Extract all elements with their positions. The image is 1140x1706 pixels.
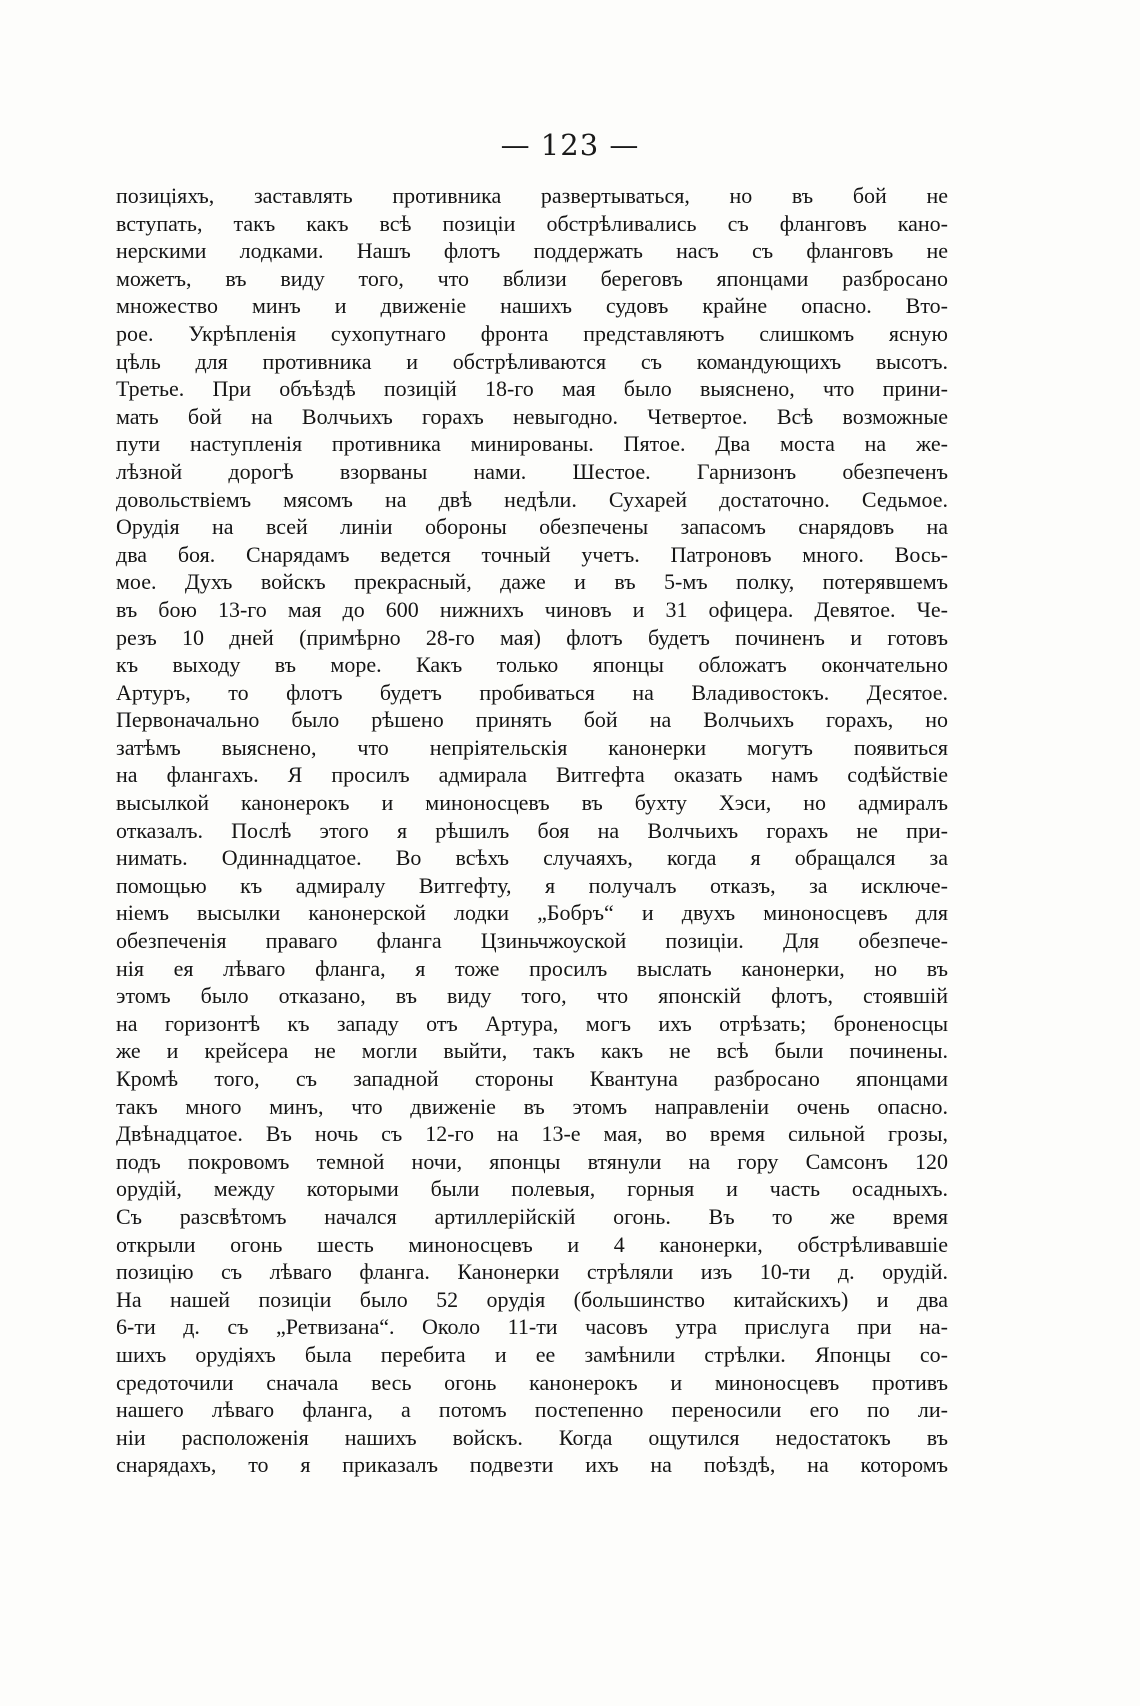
page-number: — 123 — xyxy=(500,128,640,162)
text-line: Первоначально было рѣшено принять бой на Волчьихъ горахъ, но xyxy=(116,707,948,733)
text-line: Кромѣ того, съ западной стороны Квантуна разбросано японцами xyxy=(116,1066,948,1091)
text-line: рое. Укрѣпленія сухопутнаго фронта представляютъ слишкомъ ясную xyxy=(116,320,948,346)
text-line: шихъ орудіяхъ была перебита и ее замѣнили стрѣлки. Японцы со- xyxy=(116,1341,948,1367)
text-line: пути наступленія противника минированы. Пятое. Два моста на же- xyxy=(116,431,948,457)
text-line: Двѣнадцатое. Въ ночь съ 12-го на 13-е мая, во время сильной грозы, xyxy=(116,1121,948,1147)
text-line: множество минъ и движеніе нашихъ судовъ крайне опасно. Вто- xyxy=(116,293,948,319)
text-line: позицію съ лѣваго фланга. Канонерки стрѣляли изъ 10-ти д. орудій. xyxy=(116,1259,948,1285)
text-line: снарядахъ, то я приказалъ подвезти ихъ на поѣздѣ, на которомъ xyxy=(116,1452,948,1478)
text-line: этомъ было отказано, въ виду того, что японскій флотъ, стоявшій xyxy=(116,983,948,1009)
text-line: Съ разсвѣтомъ начался артиллерійскій огонь. Въ то же время xyxy=(116,1203,948,1229)
text-line: средоточили сначала весь огонь канонерокъ и миноносцевъ противъ xyxy=(116,1369,948,1395)
text-line: затѣмъ выяснено, что непріятельскія канонерки могутъ появиться xyxy=(116,734,948,760)
text-line: 6-ти д. съ „Ретвизана“. Около 11-ти часовъ утра прислуга при на- xyxy=(116,1314,948,1340)
text-line: мое. Духъ войскъ прекрасный, даже и въ 5-мъ полку, потерявшемъ xyxy=(116,569,948,595)
text-line: можетъ, въ виду того, что вблизи береговъ японцами разбросано xyxy=(116,265,948,291)
text-line: къ выходу въ море. Какъ только японцы обложатъ окончательно xyxy=(116,652,948,678)
text-line: отказалъ. Послѣ этого я рѣшилъ боя на Волчьихъ горахъ не при- xyxy=(116,817,948,843)
text-line: высылкой канонерокъ и миноносцевъ въ бухту Хэси, но адмиралъ xyxy=(116,790,948,816)
text-line: открыли огонь шесть миноносцевъ и 4 канонерки, обстрѣливавшіе xyxy=(116,1231,948,1257)
text-line: нерскими лодками. Нашъ флотъ поддержать насъ съ фланговъ не xyxy=(116,238,948,264)
text-line: орудій, между которыми были полевыя, горныя и часть осадныхъ. xyxy=(116,1176,948,1202)
text-line: помощью къ адмиралу Витгефту, я получалъ отказъ, за исключе- xyxy=(116,872,948,898)
text-line: Артуръ, то флотъ будетъ пробиваться на Владивостокъ. Десятое. xyxy=(116,679,948,705)
text-line: обезпеченія праваго фланга Цзиньчжоуской позиціи. Для обезпече- xyxy=(116,928,948,954)
text-line: въ бою 13-го мая до 600 нижнихъ чиновъ и 31 офицера. Девятое. Че- xyxy=(116,596,948,622)
text-line: Орудія на всей линіи обороны обезпечены запасомъ снарядовъ на xyxy=(116,514,948,540)
text-line: два боя. Снарядамъ ведется точный учетъ. Патроновъ много. Вось- xyxy=(116,541,948,567)
text-line: мать бой на Волчьихъ горахъ невыгодно. Четвертое. Всѣ возможные xyxy=(116,403,948,429)
text-line: нія ея лѣваго фланга, я тоже просилъ выслать канонерки, но въ xyxy=(116,955,948,981)
text-line: нимать. Одиннадцатое. Во всѣхъ случаяхъ, когда я обращался за xyxy=(116,845,948,871)
text-line: нашего лѣваго фланга, а потомъ постепенно переносили его по ли- xyxy=(116,1397,948,1423)
text-line: лѣзной дорогѣ взорваны нами. Шестое. Гарнизонъ обезпеченъ xyxy=(116,458,948,484)
text-line: цѣль для противника и обстрѣливаются съ командующихъ высотъ. xyxy=(116,348,948,374)
text-line: Третье. При объѣздѣ позицій 18-го мая было выяснено, что прини- xyxy=(116,376,948,402)
text-line: же и крейсера не могли выйти, такъ какъ не всѣ были починены. xyxy=(116,1038,948,1064)
text-line: На нашей позиціи было 52 орудія (большинство китайскихъ) и два xyxy=(116,1286,948,1312)
text-line: на флангахъ. Я просилъ адмирала Витгефта оказать намъ содѣйствіе xyxy=(116,762,948,788)
text-line: ніи расположенія нашихъ войскъ. Когда ощутился недостатокъ въ xyxy=(116,1424,948,1450)
body-text xyxy=(116,182,948,1479)
text-line: подъ покровомъ темной ночи, японцы втянули на гору Самсонъ 120 xyxy=(116,1148,948,1174)
text-line: довольствіемъ мясомъ на двѣ недѣли. Сухарей достаточно. Седьмое. xyxy=(116,486,948,512)
text-line: на горизонтѣ къ западу отъ Артура, могъ ихъ отрѣзать; броненосцы xyxy=(116,1010,948,1036)
text-line: вступать, такъ какъ всѣ позиціи обстрѣливались съ фланговъ кано- xyxy=(116,210,948,236)
text-line: резъ 10 дней (примѣрно 28-го мая) флотъ будетъ починенъ и готовъ xyxy=(116,624,948,650)
text-line: ніемъ высылки канонерской лодки „Бобръ“ и двухъ миноносцевъ для xyxy=(116,900,948,926)
text-line: позиціяхъ, заставлять противника развертываться, но въ бой не xyxy=(116,183,948,208)
text-line: такъ много минъ, что движеніе въ этомъ направленіи очень опасно. xyxy=(116,1093,948,1119)
